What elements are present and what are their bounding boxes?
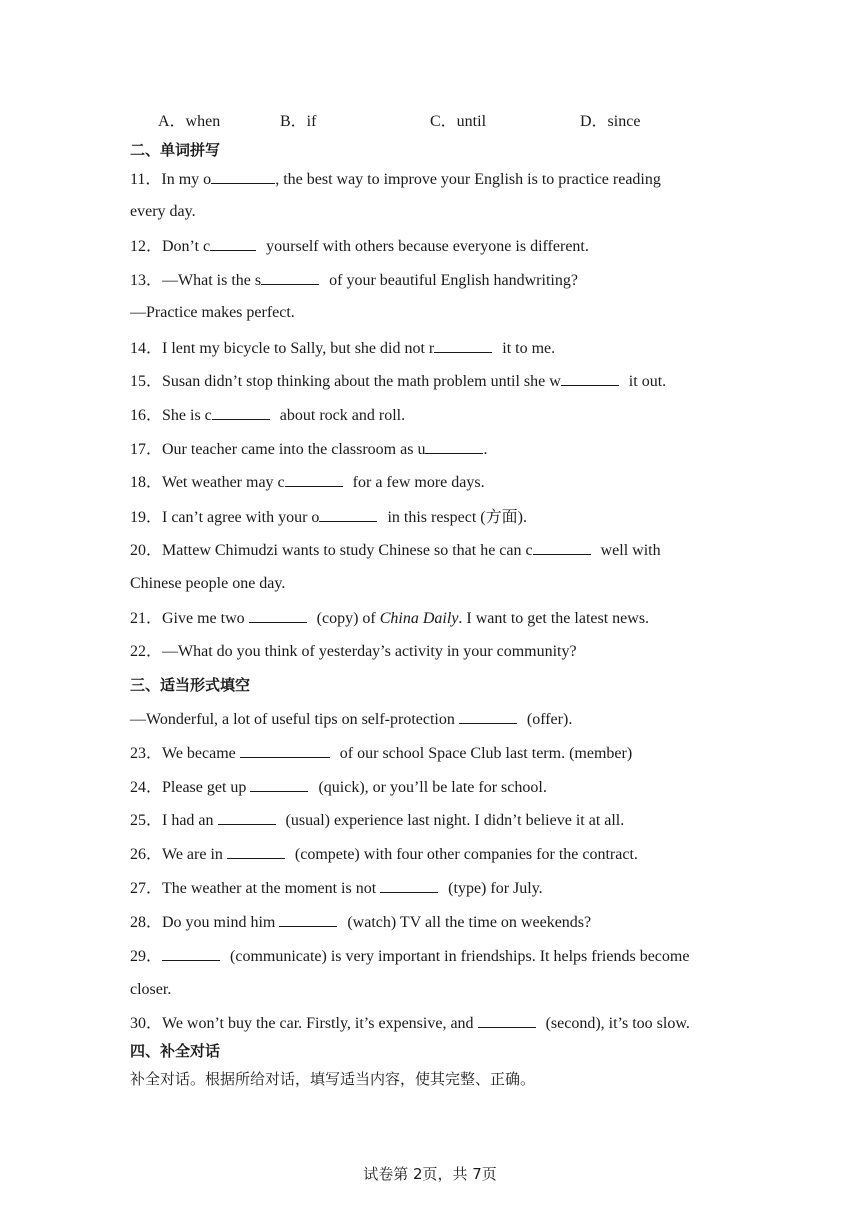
question-25-post: (usual) experience last night. I didn’t believe it at all. [281, 812, 625, 829]
question-19-post: in this respect (方面). [383, 509, 527, 526]
answer-blank-18[interactable] [285, 472, 343, 487]
question-11-pre: 11．In my o [130, 171, 212, 188]
question-29 [130, 946, 689, 967]
question-24-post: (quick), or you’ll be late for school. [314, 779, 547, 796]
question-22-pre: —Wonderful, a lot of useful tips on self-protection [130, 711, 459, 728]
question-19-pre: 19．I can’t agree with your o [130, 509, 320, 526]
question-27-post: (type) for July. [444, 880, 543, 897]
question-29-continuation: closer. [130, 981, 172, 998]
question-21 [130, 608, 649, 629]
question-20-post: well with [596, 542, 661, 559]
question-21-tail: . I want to get the latest news. [458, 610, 650, 627]
question-29-post: (communicate) is very important in friendships. It helps friends become [226, 948, 690, 965]
question-21-post: (copy) of [312, 610, 380, 627]
question-30-pre: 30．We won’t buy the car. Firstly, it’s expensive, and [130, 1015, 478, 1032]
question-18-pre: 18．Wet weather may c [130, 474, 285, 491]
question-28-post: (watch) TV all the time on weekends? [343, 914, 592, 931]
question-16 [130, 405, 405, 426]
question-21-pre: 21．Give me two [130, 610, 249, 627]
question-25-pre: 25．I had an [130, 812, 218, 829]
question-11 [130, 169, 661, 190]
question-24 [130, 777, 547, 798]
question-16-pre: 16．She is c [130, 407, 212, 424]
dialog-instruction: 补全对话。根据所给对话，填写适当内容，使其完整、正确。 [130, 1070, 536, 1088]
question-23-post: of our school Space Club last term. (member) [335, 745, 633, 762]
question-24-pre: 24．Please get up [130, 779, 251, 796]
question-11-post: , the best way to improve your English is to practice reading [275, 171, 661, 188]
answer-blank-28[interactable] [279, 912, 337, 927]
option-b: B．if [280, 113, 317, 130]
question-20 [130, 540, 661, 561]
question-22: 22．—What do you think of yesterday’s activity in your community? [130, 643, 577, 660]
question-22-post: (offer). [522, 711, 573, 728]
question-20-continuation: Chinese people one day. [130, 575, 286, 592]
answer-blank-30[interactable] [478, 1013, 536, 1028]
question-17-post: . [483, 441, 488, 458]
answer-blank-14[interactable] [434, 338, 492, 353]
question-26-pre: 26．We are in [130, 846, 227, 863]
question-17 [130, 439, 487, 460]
answer-blank-27[interactable] [380, 878, 438, 893]
question-26 [130, 844, 638, 865]
option-a: A．when [158, 113, 221, 130]
answer-blank-29[interactable] [162, 946, 220, 961]
question-22-answer [130, 709, 572, 730]
question-30-post: (second), it’s too slow. [541, 1015, 690, 1032]
question-19 [130, 507, 527, 528]
question-16-post: about rock and roll. [275, 407, 406, 424]
answer-blank-19[interactable] [319, 507, 377, 522]
answer-blank-22[interactable] [459, 709, 517, 724]
question-18-post: for a few more days. [348, 474, 485, 491]
question-27-pre: 27．The weather at the moment is not [130, 880, 381, 897]
answer-blank-20[interactable] [533, 540, 591, 555]
option-c: C．until [430, 113, 487, 130]
answer-blank-25[interactable] [218, 810, 276, 825]
question-13-pre: 13．—What is the s [130, 272, 262, 289]
question-27 [130, 878, 543, 899]
question-17-pre: 17．Our teacher came into the classroom as u [130, 441, 426, 458]
question-12-post: yourself with others because everyone is different. [262, 238, 589, 255]
answer-blank-26[interactable] [227, 844, 285, 859]
question-30 [130, 1013, 690, 1034]
question-12 [130, 236, 589, 257]
answer-blank-12[interactable] [210, 236, 256, 251]
question-12-pre: 12．Don’t c [130, 238, 211, 255]
question-26-post: (compete) with four other companies for the contract. [290, 846, 638, 863]
section-heading-fill-in-form: 三、适当形式填空 [130, 676, 251, 694]
answer-blank-17[interactable] [425, 439, 483, 454]
answer-blank-21[interactable] [249, 608, 307, 623]
section-heading-word-spelling: 二、单词拼写 [130, 141, 221, 159]
question-13 [130, 270, 578, 291]
section-heading-complete-dialog: 四、补全对话 [130, 1042, 221, 1060]
answer-blank-24[interactable] [250, 777, 308, 792]
question-13-answer: —Practice makes perfect. [130, 304, 295, 321]
question-28-pre: 28．Do you mind him [130, 914, 280, 931]
answer-blank-16[interactable] [212, 405, 270, 420]
page-footer: 试卷第 2页，共 7页 [363, 1165, 497, 1183]
question-13-post: of your beautiful English handwriting? [325, 272, 578, 289]
question-11-continuation: every day. [130, 203, 196, 220]
question-14 [130, 338, 555, 359]
question-20-pre: 20．Mattew Chimudzi wants to study Chinese so that he can c [130, 542, 533, 559]
question-23-pre: 23．We became [130, 745, 240, 762]
answer-blank-15[interactable] [561, 371, 619, 386]
answer-blank-23[interactable] [240, 743, 330, 758]
question-18 [130, 472, 485, 493]
question-14-pre: 14．I lent my bicycle to Sally, but she did not r [130, 340, 435, 357]
option-d: D．since [580, 113, 641, 130]
question-29-pre: 29． [130, 948, 163, 965]
answer-blank-13[interactable] [261, 270, 319, 285]
question-28 [130, 912, 591, 933]
question-15-post: it out. [624, 373, 667, 390]
question-23 [130, 743, 632, 764]
question-15 [130, 371, 666, 392]
newspaper-title: China Daily [379, 610, 459, 627]
question-25 [130, 810, 624, 831]
question-15-pre: 15．Susan didn’t stop thinking about the math problem until she w [130, 373, 561, 390]
question-14-post: it to me. [498, 340, 556, 357]
answer-blank-11[interactable] [211, 169, 275, 184]
